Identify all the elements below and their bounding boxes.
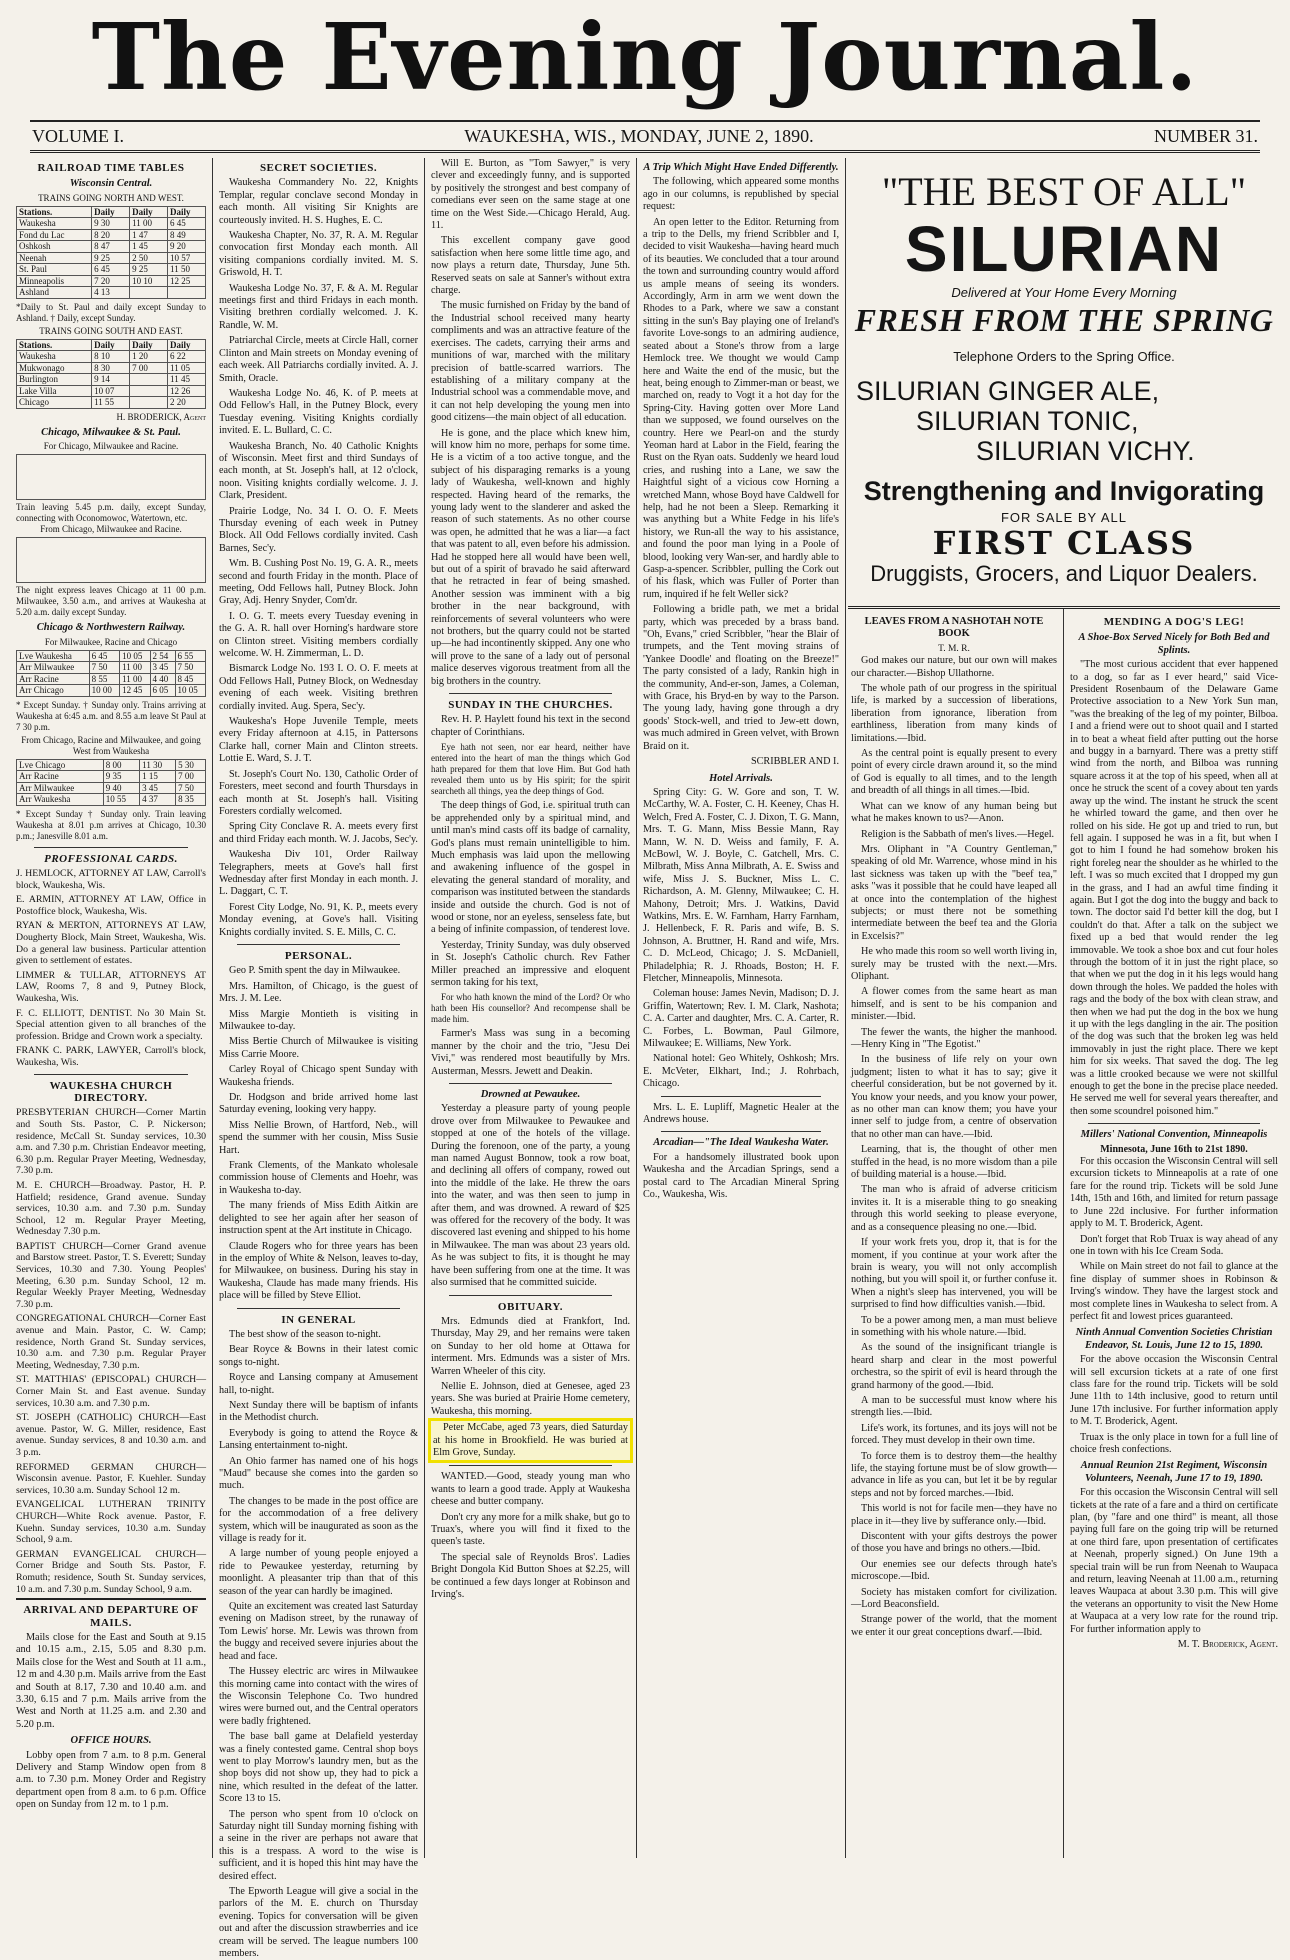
column-societies xyxy=(219,158,418,1960)
notice-title: Ninth Annual Convention Societies Christian Endeavor, St. Louis, June 12 to 15, 1890. xyxy=(1075,1327,1273,1351)
quote-item: He who made this room so well worth living in, surely may be trusted with the next.—Mrs. Oliphant. xyxy=(851,946,1057,982)
general-item: The best show of the season to-night. xyxy=(229,1328,381,1340)
rail-subheading: For Milwaukee, Racine and Chicago xyxy=(44,636,178,647)
notice-body: For this occasion the Wisconsin Central will sell tickets at the rate of a fare and a third on certificate plan, (by "fare and one third" is meant, all those paying full fare on the going trip will be returned at one third fare, upon presentation of certificates at Neenah, properly signed.) On June 19th a special train will be run from Neenah to Waupaca and return, leaving Neenah at 11.00 a.m., returning leaves Waupaca at about 3.30 p.m. This will give the veterans an opportunity to visit the New Home at Waupaca at a very low rate for the round trip. For further information apply to xyxy=(1070,1487,1278,1635)
article-title: LEAVES FROM A NASHOTAH NOTE BOOK xyxy=(864,616,1044,640)
table-row: Ashland 4 13 xyxy=(17,287,206,299)
office-hours-text: Lobby open from 7 a.m. to 8 p.m. General Delivery and Stamp Window open from 8 a.m. to 7.30 p.m. Money Order and Registry department open from 8 a.m. to 6 p.m. Office open on Sunday from 12 m. to 1 p.m. xyxy=(16,1749,206,1811)
general-item: The Hussey electric arc wires in Milwaukee this morning came into contact with the wires of the Wisconsin Telephone Co. Two hundred wires were burned out, and the Central operators were badly frightened. xyxy=(219,1666,418,1727)
quote-item: In the business of life rely on your own judgment; listen to what it has to say; give it cheerful consideration, but be not governed by it. You know your needs, and you know your power, as no other man can know them; you have your inner self to judge from, a centre of observation that no other man can have.—Ibid. xyxy=(851,1054,1057,1140)
professional-card: LIMMER & TULLAR, ATTORNEYS AT LAW, Rooms 7, 8 and 9, Putney Block, Waukesha, Wis. xyxy=(16,969,206,1004)
personal-item: Geo P. Smith spent the day in Milwaukee. xyxy=(229,965,401,977)
table-row: Lake Villa 10 07 12 26 xyxy=(17,385,206,397)
place-date: WAUKESHA, WIS., MONDAY, JUNE 2, 1890. xyxy=(464,125,814,146)
rail-heading: Wisconsin Central. xyxy=(69,178,153,190)
quote-item: As the sound of the insignificant triangle is heard sharp and clear in the most powerful orchestra, so the spirit of evil is heard through the grand harmony of the good.—Ibid. xyxy=(851,1342,1057,1391)
general-item: A large number of young people enjoyed a ride to Pewaukee yesterday, returning by moonlight. A pleasanter trip than that of this season of the year can hardly be imagined. xyxy=(219,1548,418,1597)
quote-item: Life's work, its fortunes, and its joys will not be forced. They must develop in their own time. xyxy=(851,1422,1057,1447)
rail-note: * Except Sunday. † Sunday only. Trains arriving at Waukesha at 6:45 a.m. and 8.55 a.m leave St Paul at 7 30 p.m. xyxy=(16,699,206,732)
table-row: Chicago 11 55 2 20 xyxy=(17,397,206,409)
ad-dealers: Druggists, Grocers, and Liquor Dealers. xyxy=(870,561,1258,586)
professional-card: RYAN & MERTON, ATTORNEYS AT LAW, Dougherty Block, Main Street, Waukesha, Wis. Do a general law business. Particular attention given to settlement of estates. xyxy=(16,920,206,967)
table-row: Waukesha 8 10 1 20 6 22 xyxy=(17,351,206,363)
society-notice: Prairie Lodge, No. 34 I. O. O. F. Meets Thursday evening of each week in Putney Block. All Odd Fellows cordially invited. Cash Barnes, Sec'y. xyxy=(219,505,418,554)
personal-item: Claude Rogers who for three years has been in the employ of White & Nelson, leaves to-day, for Milwaukee, on business. During his stay in Waukesha, Claude has made many friends. His place will be filled by Steve Elliot. xyxy=(219,1240,418,1302)
news-item: He is gone, and the place which knew him, will know him no more, perhaps for some time. He is a victim of a too active tongue, and the subject of his disparaging remarks is a young lady of Waukesha, well-known and highly respected. Having heard of the remarks, the young lady went to the slanderer and asked the reason of such statements. As no other course was open, he admitted that he was a liar—a fact that was patent to all, even before his admission. Had he stopped here all would have been well, but out of a spirit of bravado he said afterward that he retracted in fear of being smashed. Another session was imminent with a big brother in the near background, with reinforcements of several volunteers who were not brothers, but the quarry could not be started up—he had incontinently skipped. Any one who will prove to the sane of a lady out of personal malice deserves vigorous treatment from all the big brothers in the country. xyxy=(431,427,630,687)
ad-headline: FRESH FROM THE SPRING xyxy=(854,302,1274,338)
quote-item: The man who is afraid of adverse criticism invites it. It is a miserable thing to go sneaking through this world seeking to please everyone, and as a consequence pleasing no one.—Ibid. xyxy=(851,1184,1057,1233)
ad-tagline: "THE BEST OF ALL" xyxy=(881,169,1247,214)
section-title: OBITUARY. xyxy=(497,1300,564,1313)
church-entry: PRESBYTERIAN CHURCH—Corner Martin and South Sts. Pastor, C. P. Nickerson; residence, McCall St. Sunday services, 10.30 a.m. and 7.30 p.m. Christian Endeavor meeting, 6.30 p.m. Regular Prayer Meeting, Wednesday, 7.30 p.m. xyxy=(16,1107,206,1177)
church-entry: BAPTIST CHURCH—Corner Grand avenue and Barstow street. Pastor, T. S. Everett; Sunday Services, 10.30 and 7.30. Young Peoples' Meeting, 6.30 p.m. Sunday School, 12 m. Regular Weekly Prayer Meeting, Wednesday 7.30 p.m. xyxy=(16,1240,206,1310)
church-entry: M. E. CHURCH—Broadway. Pastor, H. P. Hatfield; residence, Grand avenue. Sunday services, 10.30 a.m. and 7.30 p.m. Sunday School, 12 m. Regular Prayer Meeting, Wednesday 7.30 p.m. xyxy=(16,1179,206,1238)
table-row: Arr Milwaukee 9 40 3 45 7 50 xyxy=(17,782,206,794)
quote-item: Discontent with your gifts destroys the power of those you have and brings no others.—Ibid. xyxy=(851,1531,1057,1555)
table-row: Lve Waukesha 6 45 10 05 2 54 6 55 xyxy=(17,650,206,662)
society-notice: Waukesha's Hope Juvenile Temple, meets every Friday afternoon at 4.15, in Pattersons Clarke hall, corner Main and Clinton streets. Lottie E. Ward, S. J. T. xyxy=(219,716,418,765)
society-notice: Waukesha Lodge No. 37, F. & A. M. Regular meetings first and third Fridays in each month. Visiting brethren cordially welcomed. J. K. Randle, W. M. xyxy=(219,282,418,331)
table-row: Arr Chicago 10 00 12 45 6 05 10 05 xyxy=(17,685,206,697)
table-header: Daily xyxy=(168,339,206,351)
table-header: Stations. xyxy=(17,206,92,218)
section-title: WAUKESHA CHURCH DIRECTORY. xyxy=(49,1079,173,1104)
church-entry: CONGREGATIONAL CHURCH—Corner East avenue and Main. Pastor, C. W. Camp; residence, North Grand St. Sunday services, 10.30 a.m. and 7.30 p.m. Regular Prayer Meeting, Wednesday, 7.30 p.m. xyxy=(16,1313,206,1371)
classified-ad: WANTED.—Good, steady young man who wants to learn a good trade. Apply at Waukesha cheese and butter company. xyxy=(431,1471,630,1508)
general-item: Bear Royce & Bowns in their latest comic songs to-night. xyxy=(219,1344,418,1368)
ad-for-sale: FOR SALE BY ALL xyxy=(1000,510,1128,525)
obituary-item: Mrs. Edmunds died at Frankfort, Ind. Thursday, May 29, and her remains were taken on Sunday to her old home at Ottawa for interment. Mrs. Edmunds was a sister of Mrs. Warren Wheeler of this city. xyxy=(431,1315,630,1377)
timetable-cnw xyxy=(16,650,206,697)
column-rule xyxy=(1063,608,1064,1858)
table-row: Fond du Lac 8 20 1 47 8 49 xyxy=(17,229,206,241)
article-signature: SCRIBBLER AND I. xyxy=(750,756,839,768)
rail-subheading: From Chicago, Racine and Milwaukee, and going West from Waukesha xyxy=(21,734,201,756)
article-body: An open letter to the Editor. Returning from a trip to the Dells, my friend Scribbler and I, decided to visit Waukesha—having heard much of its beauties. We concluded that a tour around the town and surrounding country would afford us ample means of seeing its wonders. Accordingly, Arm in arm we went down the Rhodes to a Park, where we saw a constant sitting in the sun's Bay playing one of Ireland's favorite Love-songs to an admiring audience, seated about a Stone's throw from a large Hemlock tree. We thought we would Camp here and Waite the end of the music, but the heat, being enough to Zimmer-man or beast, we marched on, ready to Vogt it a hot day for the Spring-City. Having gotten over More Land than we supposed, we found ourselves on the country. Here we Pearl-on and the sturdy Yeoman hard at Labor in the Field, fearing the Rust on the Ryan oats. Suddenly we heard loud cries, and rushing into a Lane, we saw the Haightful sight of a vicious cow Horning a wretched Mann, whose Boyd have Caldwell for help, had he not been a Sleep. Remarking it was anything but a White Fedge in his life's history, we Run-all the way to his assistance, and found the poor man lying in a Poole of blood, looking very Wan-ser, and hardly able to Gasp-a-spencer. Scribbler, pulling the Cork out of his flask, which was Fuller of Porter than rum, inquired if he felt Weller sick? xyxy=(643,216,839,600)
rail-subheading: TRAINS GOING SOUTH AND EAST. xyxy=(39,325,183,336)
ad-product: SILURIAN VICHY. xyxy=(976,436,1195,466)
personal-item: Dr. Hodgson and bride arrived home last Saturday evening, looking very happy. xyxy=(219,1092,418,1116)
timetable-grid xyxy=(16,454,206,500)
column-dog-story xyxy=(1070,612,1278,1858)
ad-first-class: FIRST CLASS xyxy=(932,524,1196,562)
quote-item: Our enemies see our defects through hate's microscope.—Ibid. xyxy=(851,1558,1057,1583)
table-row: Mukwonago 8 30 7 00 11 05 xyxy=(17,362,206,374)
notice-title: Millers' National Convention, Minneapolis xyxy=(1080,1129,1268,1141)
personal-item: Frank Clements, of the Mankato wholesale commission house of Clements and Hoehr, was in Waukesha to-day. xyxy=(219,1160,418,1196)
general-item: The changes to be made in the post office are for the accommodation of a free delivery system, which will be inaugurated as soon as the village is ready for it. xyxy=(219,1495,418,1545)
rail-heading: Chicago & Northwestern Railway. xyxy=(36,622,186,634)
general-item: The base ball game at Delafield yesterday was a finely contested game. Central shop boys went to play Morrow's laundry men, but as the shop boys did not show up, they had to pick a nine, which resulted in the defeat of the latter. Score 13 to 15. xyxy=(219,1731,418,1805)
article-body: For a handsomely illustrated book upon Waukesha and the Arcadian Springs, send a postal card to The Arcadian Mineral Spring Co., Waukesha, Wis. xyxy=(643,1151,839,1201)
table-row: Burlington 9 14 11 45 xyxy=(17,374,206,386)
section-title: ARRIVAL AND DEPARTURE OF MAILS. xyxy=(23,1604,199,1629)
quote-item: As the central point is equally present to every point of every circle drawn around it, so the mind of God is equally to all times, and to the length and breadth of all things in all times.—Ibid. xyxy=(851,748,1057,797)
general-item: Royce and Lansing company at Amusement hall, to-night. xyxy=(219,1372,418,1396)
quote-item: Mrs. Oliphant in "A Country Gentleman," speaking of old Mr. Warrence, whose mind in his last sickness was taken up with the "beef tea," asks "was it possible that he could have leaped all at once into the contemplation of the highest subjects; or must there not be something intermediate between the beef tea and the Gloria in Excelsis?" xyxy=(851,843,1057,942)
column-rule xyxy=(845,158,846,1858)
church-entry: ST. JOSEPH (CATHOLIC) CHURCH—East avenue. Pastor, W. G. Miller, residence, East avenue. Sunday services, 8 and 10.30 a.m. and 3 p.m. xyxy=(16,1412,206,1458)
timetable-grid xyxy=(16,537,206,583)
society-notice: I. O. G. T. meets every Tuesday evening in the G. A. R. hall over Horning's hardware store on Clinton street. Visiting members cordially welcome. W. H. Zimmerman, L. D. xyxy=(219,610,418,660)
professional-card: F. C. ELLIOTT, DENTIST. No 30 Main St. Special attention given to all branches of the profession. Bridge and Crown work a specialty. xyxy=(16,1007,206,1042)
article-title: Drowned at Pewaukee. xyxy=(480,1089,581,1100)
society-notice: Forest City Lodge, No. 91, K. P., meets every Monday evening, at Gove's hall. Visiting Knights cordially invited. S. E. Mills, C. C. xyxy=(219,901,418,938)
personal-item: The many friends of Miss Edith Aitkin are delighted to see her again after her season of instruction spent at the Art institute in Chicago. xyxy=(219,1200,418,1237)
article-body: The following, which appeared some months ago in our columns, is republished by special request: xyxy=(643,176,839,213)
highlighted-obituary: Peter McCabe, aged 73 years, died Saturday at his home in Brookfield. He was buried at Elm Grove, Sunday. xyxy=(431,1421,630,1460)
professional-card: E. ARMIN, ATTORNEY AT LAW, Office in Postoffice block, Waukesha, Wis. xyxy=(16,894,206,917)
church-entry: EVANGELICAL LUTHERAN TRINITY CHURCH—White Rock avenue. Pastor, F. Kuehn. Sunday services, 10.30 a.m. Sunday School, 9 a.m. xyxy=(16,1499,206,1546)
table-header: Daily xyxy=(130,206,168,218)
society-notice: Waukesha Div 101, Order Railway Telegraphers, meets at Gove's hall first Wednesday after first Monday in each month. J. L. Daggart, C. T. xyxy=(219,849,418,898)
church-entry: GERMAN EVANGELICAL CHURCH—Corner Bridge and South Sts. Pastor, F. Romuth; residence, South St. Sunday services, 10 a.m. and 7.30 p.m. Sunday School, 9 a.m. xyxy=(16,1548,206,1595)
section-title: SUNDAY IN THE CHURCHES. xyxy=(448,699,613,712)
table-row: Arr Racine 8 55 11 00 4 40 8 45 xyxy=(17,673,206,685)
church-entry: REFORMED GERMAN CHURCH—Wisconsin avenue. Pastor, F. Kuehler. Sunday services, 10.30 a.m. Sunday School 12 m. xyxy=(16,1461,206,1496)
quote-item: God makes our nature, but our own will makes our character.—Bishop Ullathorne. xyxy=(851,655,1057,679)
quote-item: If your work frets you, drop it, that is for the moment, if you continue at your work after the brain is weary, you will not only accomplish nothing, but you will spoil it, or further confuse it. When a night's sleep has intervened, you will be surprised to find how difficulties vanish.—Ibid. xyxy=(851,1237,1057,1311)
society-notice: Waukesha Chapter, No. 37, R. A. M. Regular convocation first Monday each month. All visiting companions cordially invited. M. S. Griswold, H. T. xyxy=(219,230,418,279)
general-item: An Ohio farmer has named one of his hogs "Maud" because she comes into the garden so much. xyxy=(219,1455,418,1492)
section-title: PROFESSIONAL CARDS. xyxy=(44,852,178,865)
table-header: Daily xyxy=(168,206,206,218)
classified-ad: While on Main street do not fail to glance at the fine display of summer shoes in Robinson & Irving's window. They have the largest stock and most complete lines in Waukesha to select from. A perfect fit and lowest prices guaranteed. xyxy=(1070,1261,1278,1322)
professional-card: J. HEMLOCK, ATTORNEY AT LAW, Carroll's block, Waukesha, Wis. xyxy=(16,868,206,891)
table-header: Daily xyxy=(92,339,130,351)
obituary-item: Nellie E. Johnson, died at Genesee, aged 23 years. She was buried at Prairie Home cemetery, Waukesha, this morning. xyxy=(431,1380,630,1417)
article-title: A Trip Which Might Have Ended Differently. xyxy=(643,162,839,173)
quote-item: A man to be successful must know where his strength lies.—Ibid. xyxy=(851,1394,1057,1419)
timetable-north xyxy=(16,206,206,299)
article-title: Arcadian—"The Ideal Waukesha Water. xyxy=(653,1137,829,1149)
rail-note: The night express leaves Chicago at 11 00 p.m. Milwaukee, 3.50 a.m., and arrives at Waukesha at 5.20 a.m. daily except Sunday. xyxy=(16,585,206,618)
classified-ad: Don't forget that Rob Truax is way ahead of any one in town with his Ice Cream Soda. xyxy=(1070,1233,1278,1257)
news-item: The music furnished on Friday by the band of the Industrial school received many hearty compliments and was an attractive feature of the exercises. The cadets, carrying their arms and munitions of war, marched with the military precision of battle-scarred warriors. The establishing of a military company at the Industrial school was a commendable move, and it can not help developing the young men into good citizens—the main object of all education. xyxy=(431,300,630,424)
society-notice: Patriarchal Circle, meets at Circle Hall, corner Clinton and Main streets on Monday evening of each week. All Patriarchs cordially invited. A. J. Smith, Oracle. xyxy=(219,335,418,384)
scripture-quote: For who hath known the mind of the Lord? Or who hath been His counsellor? And recompense shall be made him. xyxy=(431,992,630,1025)
personal-item: Miss Nellie Brown, of Hartford, Neb., will spend the summer with her cousin, Miss Susie Hart. xyxy=(219,1119,418,1156)
classified-ad: The special sale of Reynolds Bros'. Ladies Bright Dongola Kid Button Shoes at $2.25, will be continued a few days longer at Robinson and Irving's. xyxy=(431,1551,630,1601)
ad-product: SILURIAN TONIC, xyxy=(916,406,1139,436)
ad-product-list xyxy=(848,376,1280,466)
article-byline: T. M. R. xyxy=(938,643,970,654)
section-title: IN GENERAL xyxy=(281,1313,356,1326)
rail-heading: Chicago, Milwaukee & St. Paul. xyxy=(41,426,181,438)
scripture-quote: Eye hath not seen, nor ear heard, neither have entered into the heart of man the things which God hath prepared for them that love Him. But God hath revealed them unto us by His spirit; for the spirit searcheth all things, yea the deep things of God. xyxy=(431,742,630,797)
article-body: Following a bridle path, we met a bridal party, which was preceded by a brass band. "Oh, Evans," cried Scribbler, "hear the Blair of trumpets, and the Tent moving strains of 'Yankee Doodle' and floating on the Breeze!" The party consisted of a lady, Rankin high in the community, And-er-son, James, a Coleman, with Grace, his Bryd-en by way to the Parson. The young lady, having gone through a dry goods' Stock-well, and tried to Jew-ett down, was much admired in Green velvet, with Brown Braid on it. xyxy=(643,604,839,752)
timetable-south xyxy=(16,339,206,409)
rail-subheading: For Chicago, Milwaukee and Racine. xyxy=(43,441,179,452)
quote-item: A flower comes from the same heart as man himself, and is sent to be his companion and minister.—Ibid. xyxy=(851,986,1057,1023)
office-hours-title: OFFICE HOURS. xyxy=(70,1735,152,1747)
personal-item: Miss Margie Montieth is visiting in Milwaukee to-day. xyxy=(219,1008,418,1032)
notice-body: For this occasion the Wisconsin Central will sell excursion tickets to Minneapolis at a rate of one fare for the round trip. Tickets will be sold June 14th, 15th and 16th, and limited for return passage to June 22d inclusive. For further information apply to M. T. Broderick, Agent. xyxy=(1070,1156,1278,1230)
ad-product: SILURIAN GINGER ALE, xyxy=(856,376,1160,406)
volume-label: VOLUME I. xyxy=(32,125,124,146)
table-row: Lve Chicago 8 00 11 30 5 30 xyxy=(17,759,206,771)
personal-item: Miss Bertie Church of Milwaukee is visiting Miss Carrie Moore. xyxy=(219,1036,418,1060)
section-title: PERSONAL. xyxy=(284,949,353,962)
section-title: RAILROAD TIME TABLES xyxy=(37,162,185,174)
table-row: Arr Racine 9 35 1 15 7 00 xyxy=(17,771,206,783)
table-row: Waukesha 9 30 11 00 6 45 xyxy=(17,218,206,230)
classified-ad: Mrs. L. E. Lupliff, Magnetic Healer at the Andrews house. xyxy=(643,1101,839,1126)
column-trip xyxy=(643,158,839,1858)
column-rule xyxy=(212,158,213,1858)
rail-subheading: TRAINS GOING NORTH AND WEST. xyxy=(38,192,184,203)
quote-item: To be a power among men, a man must believe in something with his whole nature.—Ibid. xyxy=(851,1314,1057,1338)
article-body: Yesterday a pleasure party of young people drove over from Milwaukee to Pewaukee and stopped at one of the hotels of the village. During the forenoon, one of the party, a young man named August Bonnow, took a row boat, and declining all offers of company, rowed out into the middle of the lake. He threw the oars into the water, and was then seen to jump in after them, and was drowned. A reward of $25 was offered for the recovery of the body. It was discovered last evening and shipped to his home in Milwaukee. The man was about 23 years old. As he was subject to fits, it is thought he may have been suffering from one at the time. It was also surmised that he committed suicide. xyxy=(431,1103,630,1289)
sermon-item: The deep things of God, i.e. spiritual truth can be apprehended only by a spiritual mind, and until man's mind casts off its badge of carnality, God's plans must remain unintelligible to him. Much emphasis was laid upon the mellowing and awakening influence of the gospel in elevating the general standard of morality, and comparison was instituted between the standards inside and outside the church. God is not of wood or stone, nor an eyeless, senseless fate, but a being of infinite compassion, of tenderest love. xyxy=(431,800,630,936)
article-body: "The most curious accident that ever happened to a dog, so far as I ever heard," said Vice-President Rosenbaum of the Delaware Game Protective association to a New York Sun man, "was the breaking of the leg of my pointer, Bilboa. I and a friend were out to shoot quail and I started in to beat a wheat field after putting out the horse and buggy in a barnyard. There was a pretty stiff wind from the north, and Bilboa was running square across it at the top of his speed, when all at once he struck the scent of a covey about ten yards away up the wind. The instant he struck the scent he whirled toward the game, and then over he rolled on his side. He got up and tried to run, but fell again. I supposed he was in a fit, but when I got to him I found he had somehow broken his right foreleg near the shoulder as he whirled to the left. I was so much excited that I dropped my gun in the grass, and I had an awful time finding it again. But I got the dog into the buggy and back to town. The doctor said I'd better kill the dog, but I couldn't do that. After a talk on the subject we fixed up a bed that would render the leg immovable. We took a shoe box and cut four holes through the bottom of it in just the right place, so that when we put the dog in it his legs would hang down through the holes. We padded the holes with rags and the body of the box with clean straw, and then when we had put the dog in the box we hung it up with the legs dangling in the air. The position of the dog was such that the broken leg was held immovably in just the right place. There we kept him for six weeks. That saved the dog. The leg was a little crooked because we were not skillful enough to get the bone in the precise place needed. He served me well for several years thereafter, and then some scoundrel poisoned him." xyxy=(1070,659,1278,1117)
quote-item: This world is not for facile men—they have no place in it—they live by sufferance only.—Ibid. xyxy=(851,1503,1057,1527)
table-row: St. Paul 6 45 9 25 11 50 xyxy=(17,264,206,276)
society-notice: St. Joseph's Court No. 130, Catholic Order of Foresters, meet second and fourth Thursdays in each month at St. Joseph's hall. Visiting Foresters cordially welcomed. xyxy=(219,768,418,817)
classified-ad: Truax is the only place in town for a full line of choice fresh confections. xyxy=(1070,1431,1278,1455)
quote-item: The fewer the wants, the higher the manhood.—Henry King in "The Egotist." xyxy=(851,1026,1057,1050)
dateline-bar xyxy=(30,120,1260,153)
notice-title: Annual Reunion 21st Regiment, Wisconsin Volunteers, Neenah, June 17 to 19, 1890. xyxy=(1080,1460,1268,1484)
society-notice: Spring City Conclave R. A. meets every first and third Friday each month. W. J. Jacobs, Sec'y. xyxy=(219,821,418,845)
general-item: The person who spent from 10 o'clock on Saturday night till Sunday morning fishing with a seine in the river are perhaps not aware that this is a trespass. A word to the wise is sufficient, and it is hoped this hint may have the desired effect. xyxy=(219,1808,418,1882)
sermon-item: Yesterday, Trinity Sunday, was duly observed in St. Joseph's Catholic church. Rev Father Miller preached an impressive and eloquent sermon taking for his text, xyxy=(431,939,630,988)
article-title: MENDING A DOG'S LEG! xyxy=(1103,616,1245,628)
issue-number: NUMBER 31. xyxy=(1153,125,1258,146)
ad-delivery: Delivered at Your Home Every Morning xyxy=(951,285,1177,300)
quote-item: To force them is to destroy them—the healthy life, the staying fortune must be of slow growth—advance in life as you can, but let it be by regular steps and not by forced marches.—Ibid. xyxy=(851,1450,1057,1499)
ad-telephone: Telephone Orders to the Spring Office. xyxy=(953,349,1175,364)
quote-item: Strange power of the world, that the moment we enter it our great conceptions dwarf.—Ibid. xyxy=(851,1614,1057,1638)
agent-signature: M. T. Broderick, Agent. xyxy=(1177,1639,1278,1651)
article-subtitle: A Shoe-Box Served Nicely for Both Bed and Splints. xyxy=(1078,632,1270,656)
society-notice: Waukesha Branch, No. 40 Catholic Knights of Wisconsin. Meet first and third Sundays of each month, at St. Joseph's hall, at 12 o'clock, noon. Visiting knights cordially welcome. J. J. Clark, President. xyxy=(219,440,418,502)
ad-slogan: Strengthening and Invigorating xyxy=(863,476,1265,506)
quote-item: Learning, that is, the thought of other men stuffed in the head, is no more wisdom than a pile of building material is a house.—Ibid. xyxy=(851,1144,1057,1181)
agent-signature: H. BRODERICK, Agent xyxy=(116,411,206,422)
column-local-news xyxy=(431,158,630,1858)
timetable-cnw-west xyxy=(16,759,206,806)
sermon-item: Farmer's Mass was sung in a becoming manner by the choir and the trio, "Jesu Dei Vivi," was rendered most beautifully by Mrs. Austerman, Messrs. Jewett and Deakin. xyxy=(431,1028,630,1077)
society-notice: Wm. B. Cushing Post No. 19, G. A. R., meets second and fourth Friday in the month. Place of meeting, Odd Fellows hall, Putney Block. John Gray, Adj. Henry Snyder, Com'dr. xyxy=(219,558,418,607)
table-row: Oshkosh 8 47 1 45 9 20 xyxy=(17,241,206,253)
quote-item: The whole path of our progress in the spiritual life, is marked by a succession of liberations, liberation from ignorance, liberation from earthliness, liberation from many kinds of limitations.—Ibid. xyxy=(851,683,1057,744)
society-notice: Waukesha Commandery No. 22, Knights Templar, regular conclave second Monday in each month. All visiting Sir Knights are courteously invited. H. S. Hughes, E. C. xyxy=(219,177,418,226)
general-item: Everybody is going to attend the Royce & Lansing entertainment to-night. xyxy=(219,1427,418,1452)
society-notice: Bismarck Lodge No. 193 I. O. O. F. meets at Odd Fellows Hall, Putney Block, on Wednesday evening of each week. Visiting brethren cordially invited. Aug. Spera, Sec'y. xyxy=(219,663,418,712)
society-notice: Waukesha Lodge No. 46, K. of P. meets at Odd Fellow's Hall, in the Putney Block, every Tuesday evening. Visiting Knights cordially invited. E. L. Bullard, C. C. xyxy=(219,387,418,437)
mail-schedule: Mails close for the East and South at 9.15 and 10.15 a.m., 2.15, 5.05 and 8.30 p.m. Mails close for the West and South at 11 a.m., 12 m and 4.30 p.m. Mails arrive from the East and South at 8.17, 7.30 and 10.40 a.m. and 3.30, 6.15 and 7 p.m. Mails arrive from the West and North at 11.25 a.m. and 2.30 and 5.20 p.m. xyxy=(16,1631,206,1730)
silurian-advertisement xyxy=(848,158,1280,604)
rail-note: *Daily to St. Paul and daily except Sunday to Ashland. † Daily, except Sunday. xyxy=(16,301,206,323)
article-title: Hotel Arrivals. xyxy=(709,772,773,784)
rail-note: Train leaving 5.45 p.m. daily, except Sunday, connecting with Oconomowoc, Watertown, etc. xyxy=(16,502,206,524)
professional-card: FRANK C. PARK, LAWYER, Carroll's block, Waukesha, Wis. xyxy=(16,1045,206,1068)
news-item: This excellent company gave good satisfaction when here some little time ago, and now plays a return date, Thursday, June 5th. Reserved seats on sale at Sanner's without extra charge. xyxy=(431,235,630,297)
general-item: The Epworth League will give a social in the parlors of the M. E. church on Thursday evening. Topics for conversation will be given out and after the discussion strawberries and ice cream will be served. The league numbers 100 members. xyxy=(219,1886,418,1960)
column-rule xyxy=(636,158,637,1858)
church-entry: ST. MATTHIAS' (EPISCOPAL) CHURCH—Corner Main St. and East avenue. Sunday services, 10.30 a.m. and 7.30 p.m. xyxy=(16,1374,206,1409)
notice-subtitle: Minnesota, June 16th to 21st 1890. xyxy=(1100,1143,1248,1155)
table-header: Stations. xyxy=(17,339,92,351)
personal-item: Mrs. Hamilton, of Chicago, is the guest of Mrs. J. M. Lee. xyxy=(219,980,418,1005)
news-item: Will E. Burton, as "Tom Sawyer," is very clever and exceedingly funny, and is supported by positively the strongest and best company of comedians ever seen on the same stage at one time on the West Side.—Chicago Herald, Aug. 11. xyxy=(431,158,630,232)
personal-item: Carley Royal of Chicago spent Sunday with Waukesha friends. xyxy=(219,1064,418,1088)
column-railroad xyxy=(16,158,206,1858)
rail-note: * Except Sunday † Sunday only. Train leaving Waukesha at 8.01 p.m arrives at Chicago, 10.30 p.m.; Janesville 8.01 a.m. xyxy=(16,808,206,841)
ad-brand: SILURIAN xyxy=(904,213,1224,285)
sermon-item: Rev. H. P. Haylett found his text in the second chapter of Corinthians. xyxy=(431,714,630,738)
column-rule xyxy=(424,158,425,1858)
hotel-list: Spring City: G. W. Gore and son, T. W. McCarthy, W. A. Foster, C. H. Keeney, Chas H. Welch, Fred A. Foster, C. J. Dixon, T. G. Mann, Mrs. T. G. Mann, Miss Bessie Mann, Ray Mann, W. N. D. Weiss and family, F. A. McBowl, W. J. Boyle, C. Gatchell, Mrs. C. Milbrath, Miss Anna Milbrath, A. E. Swiss and wife, Miss J. S. Buckner, Miss L. C. Richardson, A. M. Glenny, Milwaukee; C. H. Mahony, Detroit; Mrs. J. Watkins, David Watkins, Mrs. E. W. Farnham, Harry Farnham, J. Hellenbeck, F. R. Paris and wife, B. S. Johnson, A. Bruttner, H. Rand and wife, Mrs. C. D. McLeod, Chicago; J. S. McDaniell, Philadelphia; R. J. Rhoads, Boston; H. F. Fletcher, Minneapolis, Minnesota. xyxy=(643,786,839,984)
column-notebook xyxy=(851,612,1057,1858)
hotel-list: Coleman house: James Nevin, Madison; D. J. Griffin, Watertown; Rev. I. M. Clark, Nashota; C. A. Carter and daughter, Mrs. C. A. Carter, R. C. Forbes, L. Bowman, Paul Gilmore, Milwaukee; E. Williams, New York. xyxy=(643,988,839,1050)
table-header: Daily xyxy=(130,339,168,351)
rail-subheading: From Chicago, Milwaukee and Racine. xyxy=(40,524,182,535)
table-row: Minneapolis 7 20 10 10 12 25 xyxy=(17,275,206,287)
table-header: Daily xyxy=(92,206,130,218)
table-row: Arr Waukesha 10 55 4 37 8 35 xyxy=(17,794,206,806)
general-item: Quite an excitement was created last Saturday evening on Madison street, by the runaway of Tom Lewis' horse. Mr. Lewis was thrown from the buggy and received severe injuries about the head and face. xyxy=(219,1601,418,1662)
table-row: Neenah 9 25 2 50 10 57 xyxy=(17,252,206,264)
quote-item: Society has mistaken comfort for civilization.—Lord Beaconsfield. xyxy=(851,1586,1057,1611)
quote-item: Religion is the Sabbath of men's lives.—Hegel. xyxy=(861,828,1055,840)
section-title: SECRET SOCIETIES. xyxy=(259,162,378,174)
masthead-title: The Evening Journal. xyxy=(91,3,1199,111)
general-item: Next Sunday there will be baptism of infants in the Methodist church. xyxy=(219,1399,418,1424)
hotel-list: National hotel: Geo Whitely, Oshkosh; Mrs. E. McVeter, Elkhart, Ind.; J. Rohrbach, Chicago. xyxy=(643,1053,839,1090)
ad-bottom-rule xyxy=(848,606,1280,609)
classified-ad: Don't cry any more for a milk shake, but go to Truax's, where you will find it fixed to the queen's taste. xyxy=(431,1511,630,1548)
notice-body: For the above occasion the Wisconsin Central will sell excursion tickets at a rate of one first class fare for the round trip. Tickets will be sold June 11th to 14th inclusive, good to return until June 17th inclusive. For further information apply to M. T. Broderick, Agent. xyxy=(1070,1354,1278,1428)
quote-item: What can we know of any human being but what he makes known to us?—Anon. xyxy=(851,800,1057,825)
table-row: Arr Milwaukee 7 50 11 00 3 45 7 50 xyxy=(17,662,206,674)
